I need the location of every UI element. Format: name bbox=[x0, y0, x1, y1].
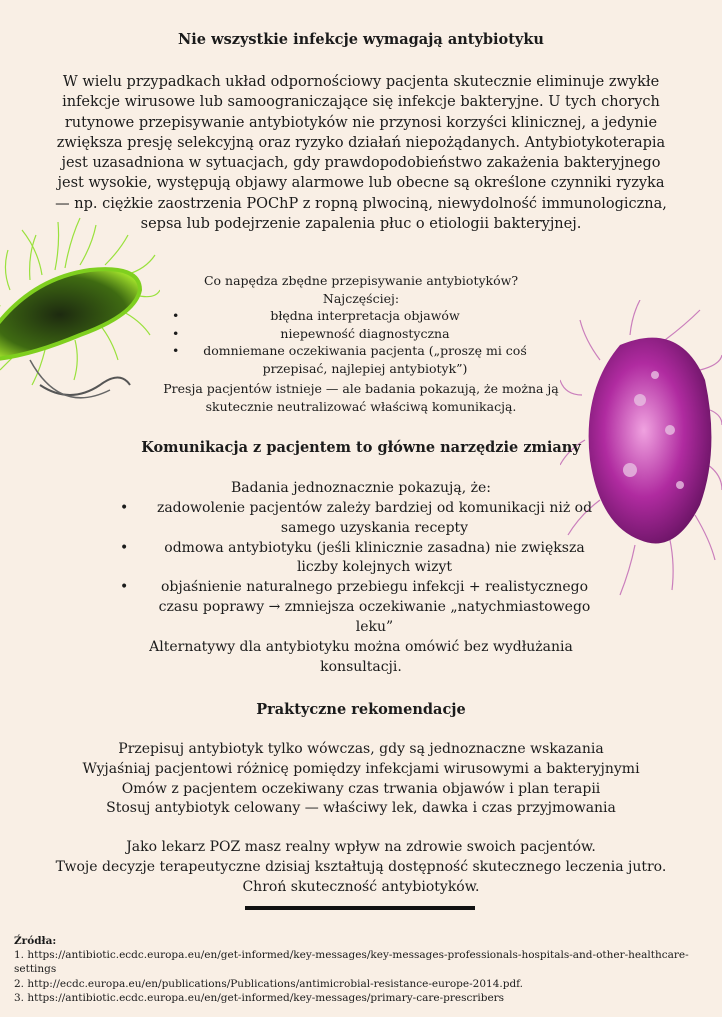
source-link[interactable]: 1. https://antibiotic.ecdc.europa.eu/en/get-informed/key-messages/key-messages-professionals-hospitals-and-other-healthcare-settings bbox=[14, 949, 689, 976]
bullet-icon: • bbox=[172, 308, 180, 323]
sources bbox=[14, 934, 714, 1005]
divider bbox=[245, 906, 475, 910]
closing-line: Chroń skuteczność antybiotyków. bbox=[242, 878, 480, 895]
bullet-icon: • bbox=[172, 343, 180, 358]
communication-closing: Alternatywy dla antybiotyku można omówić bez wydłużania konsultacji. bbox=[149, 639, 573, 675]
source-link[interactable]: 2. http://ecdc.europa.eu/en/publications/Publications/antimicrobial-resistance-europe-2014.pdf. bbox=[14, 977, 524, 990]
list-item: • objaśnienie naturalnego przebiegu infekcji + realistycznego czasu poprawy → zmniejsza oczekiwanie „natychmiastowego leku” bbox=[120, 579, 591, 635]
list-item: • niepewność diagnostyczna bbox=[172, 325, 450, 341]
bullet-icon: • bbox=[172, 325, 180, 341]
communication-lead: Badania jednoznacznie pokazują, że: bbox=[230, 480, 492, 496]
list-item: • domniemane oczekiwania pacjenta („proszę mi coś przepisać, najlepiej antybiotyk”) bbox=[172, 343, 527, 376]
closing-line: Jako lekarz POZ masz realny wpływ na zdrowie swoich pacjentów. bbox=[126, 839, 596, 855]
page-title: Nie wszystkie infekcje wymagają antybiotyku bbox=[178, 31, 544, 48]
recommendation-item: Omów z pacjentem oczekiwany czas trwania objawów i plan terapii bbox=[121, 780, 601, 797]
closing-line: Twoje decyzje terapeutyczne dzisiaj kształtują dostępność skutecznego leczenia jutro. bbox=[55, 858, 667, 875]
recommendation-item: Przepisuj antybiotyk tylko wówczas, gdy są jednoznaczne wskazania bbox=[118, 741, 604, 757]
drivers-lead: Najczęściej: bbox=[322, 290, 400, 306]
recommendation-item: Wyjaśniaj pacjentowi różnicę pomiędzy infekcjami wirusowymi a bakteryjnymi bbox=[82, 760, 640, 777]
source-link[interactable]: 3. https://antibiotic.ecdc.europa.eu/en/get-informed/key-messages/primary-care-prescribers bbox=[14, 991, 505, 1004]
recommendation-item: Stosuj antybiotyk celowany — właściwy lek, dawka i czas przyjmowania bbox=[106, 800, 616, 817]
recommendations-heading: Praktyczne rekomendacje bbox=[256, 701, 466, 718]
list-item: • odmowa antybiotyku (jeśli klinicznie zasadna) nie zwiększa liczby kolejnych wizyt bbox=[120, 539, 585, 576]
drivers-question: Co napędza zbędne przepisywanie antybiotyków? bbox=[203, 273, 519, 288]
bullet-icon: • bbox=[120, 500, 129, 516]
intro-paragraph: W wielu przypadkach układ odpornościowy pacjenta skutecznie eliminuje zwykłe infekcje wirusowe lub samoograniczające się infekcje bakteryjne. U tych chorych rutynowe przepisywanie antybiotyków nie przynosi korzyści klinicznej, a jedynie zwiększa presję selekcyjną oraz ryzyko działań niepożądanych. Antybiotykoterapia jest uzasadniona w sytuacjach, gdy prawdopodobieństwo zakażenia bakteryjnego jest wysokie, występują objawy alarmowe lub obecne są określone czynniki ryzyka — np. ciężkie zaostrzenia POChP z ropną plwociną, niewydolność immunologiczna, sepsa lub podejrzenie zapalenia płuc o etiologii bakteryjnej. bbox=[55, 74, 667, 233]
green-bacterium-illustration bbox=[0, 210, 160, 450]
bullet-icon: • bbox=[120, 579, 129, 596]
list-item: • błędna interpretacja objawów bbox=[172, 308, 460, 323]
sources-label: Źródła: bbox=[14, 935, 57, 947]
bullet-icon: • bbox=[120, 539, 129, 556]
drivers-closing: Presja pacjentów istnieje — ale badania pokazują, że można ją skutecznie neutralizować właściwą komunikacją. bbox=[163, 381, 559, 414]
list-item: • zadowolenie pacjentów zależy bardziej od komunikacji niż od samego uzyskania recepty bbox=[120, 500, 593, 536]
communication-heading: Komunikacja z pacjentem to główne narzędzie zmiany bbox=[141, 439, 581, 456]
